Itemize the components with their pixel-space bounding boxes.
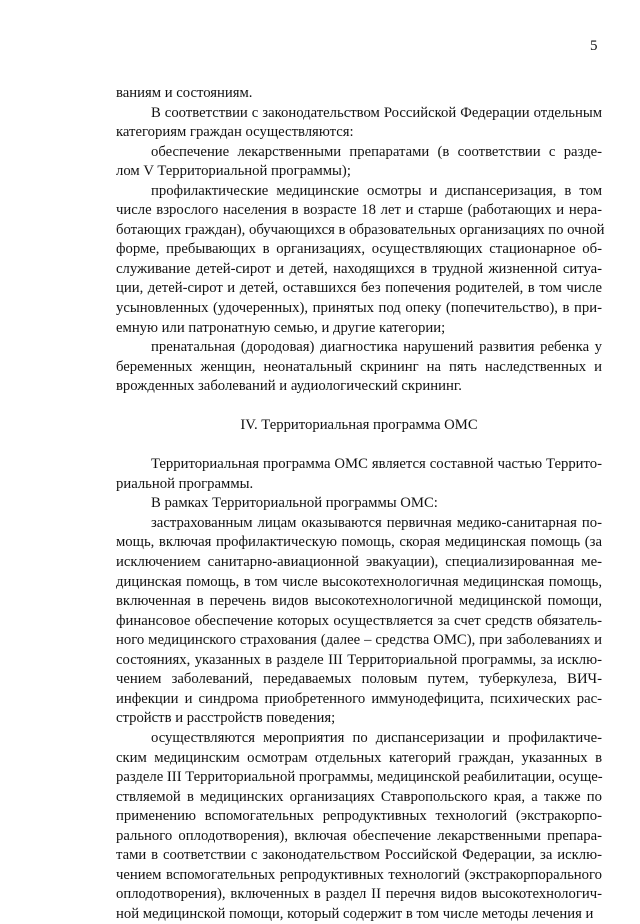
text-line: финансовое обеспечение которых осуществляется за счет средств обязатель- xyxy=(116,612,602,629)
text-line: дицинская помощь, в том числе высокотехнологичная медицинская помощь, xyxy=(116,573,602,590)
text-line: мощь, включая профилактическую помощь, скорая медицинская помощь (за xyxy=(116,534,602,551)
text-line: беременных женщин, неонатальный скрининг на пять наследственных и xyxy=(116,358,602,375)
paragraph xyxy=(116,514,602,729)
text-line: риальной программы. xyxy=(116,475,254,492)
text-line: оплодотворения), включенных в раздел II перечня видов высокотехнологич- xyxy=(116,886,602,903)
text-line: разделе III Территориальной программы, медицинской реабилитации, осуще- xyxy=(116,769,603,786)
text-line: служивание детей-сирот и детей, находящихся в трудной жизненной ситуа- xyxy=(116,260,602,277)
paragraph xyxy=(116,104,602,143)
text-line: Территориальная программа ОМС является составной частью Террито- xyxy=(151,456,602,473)
text-line: инфекции и синдрома приобретенного иммунодефицита, психических рас- xyxy=(116,690,602,707)
text-line: емную или патронатную семью, и другие категории; xyxy=(116,319,446,336)
text-line: форме, пребывающих в организациях, осуществляющих стационарное об- xyxy=(116,241,602,258)
paragraph xyxy=(116,729,602,924)
text-line: пренатальная (дородовая) диагностика нарушений развития ребенка у xyxy=(151,339,602,356)
text-line: В рамках Территориальной программы ОМС: xyxy=(151,495,438,512)
page-number: 5 xyxy=(590,38,598,54)
text-line: чением заболеваний, передаваемых половым путем, туберкулеза, ВИЧ- xyxy=(116,671,602,688)
section-heading xyxy=(116,416,602,436)
paragraph xyxy=(116,455,602,494)
text-line: тами в соответствии с законодательством Российской Федерации, за исклю- xyxy=(116,847,602,864)
text-line: включенная в перечень видов высокотехнологичной медицинской помощи, xyxy=(116,593,602,610)
text-line: застрахованным лицам оказываются первичная медико-санитарная по- xyxy=(151,514,602,531)
text-line: исключением санитарно-авиационной эвакуации), специализированная ме- xyxy=(116,554,602,571)
text-line: обеспечение лекарственными препаратами (в соответствии с разде- xyxy=(151,143,602,160)
paragraph-continuation xyxy=(116,84,602,104)
text-line: числе взрослого населения в возрасте 18 лет и старше (работающих и нера- xyxy=(116,202,602,219)
text-line: осуществляются мероприятия по диспансеризации и профилактиче- xyxy=(151,729,602,746)
text-line: ной медицинской помощи, который содержит в том числе методы лечения и xyxy=(116,905,594,922)
text-line: лом V Территориальной программы); xyxy=(116,163,351,180)
text-line: В соответствии с законодательством Российской Федерации отдельным xyxy=(151,104,602,121)
text-line: чением вспомогательных репродуктивных технологий (экстракорпорального xyxy=(116,866,602,883)
paragraph xyxy=(116,494,602,514)
text-line: рального оплодотворения), включая обеспечение лекарственными препара- xyxy=(116,827,602,844)
paragraph xyxy=(116,182,605,338)
text-line: ного медицинского страхования (далее – средства ОМС), при заболеваниях и xyxy=(116,632,602,649)
text-line: стройств и расстройств поведения; xyxy=(116,710,336,727)
text-line: IV. Территориальная программа ОМС xyxy=(240,416,478,433)
document-body xyxy=(116,84,605,924)
text-line: применению вспомогательных репродуктивных технологий (экстракорпо- xyxy=(116,808,602,825)
text-line: ботающих граждан), обучающихся в образовательных организациях по очной xyxy=(116,221,605,238)
text-line: категориям граждан осуществляются: xyxy=(116,124,354,141)
text-line: ствляемой в медицинских организациях Ставропольского края, а также по xyxy=(116,788,602,805)
paragraph xyxy=(116,143,602,182)
text-line: ваниям и состояниям. xyxy=(116,85,253,101)
text-line: усыновленных (удочеренных), принятых под опеку (попечительство), в при- xyxy=(116,300,602,317)
text-line: врожденных заболеваний и аудиологический скрининг. xyxy=(116,378,462,395)
text-line: профилактические медицинские осмотры и диспансеризация, в том xyxy=(151,182,602,199)
paragraph xyxy=(116,338,602,397)
text-line: ции, детей-сирот и детей, оставшихся без попечения родителей, в том числе xyxy=(116,280,602,297)
text-line: состояниях, указанных в разделе III Территориальной программы, за исклю- xyxy=(116,651,602,668)
text-line: ским медицинским осмотрам отдельных категорий граждан, указанных в xyxy=(116,749,602,766)
